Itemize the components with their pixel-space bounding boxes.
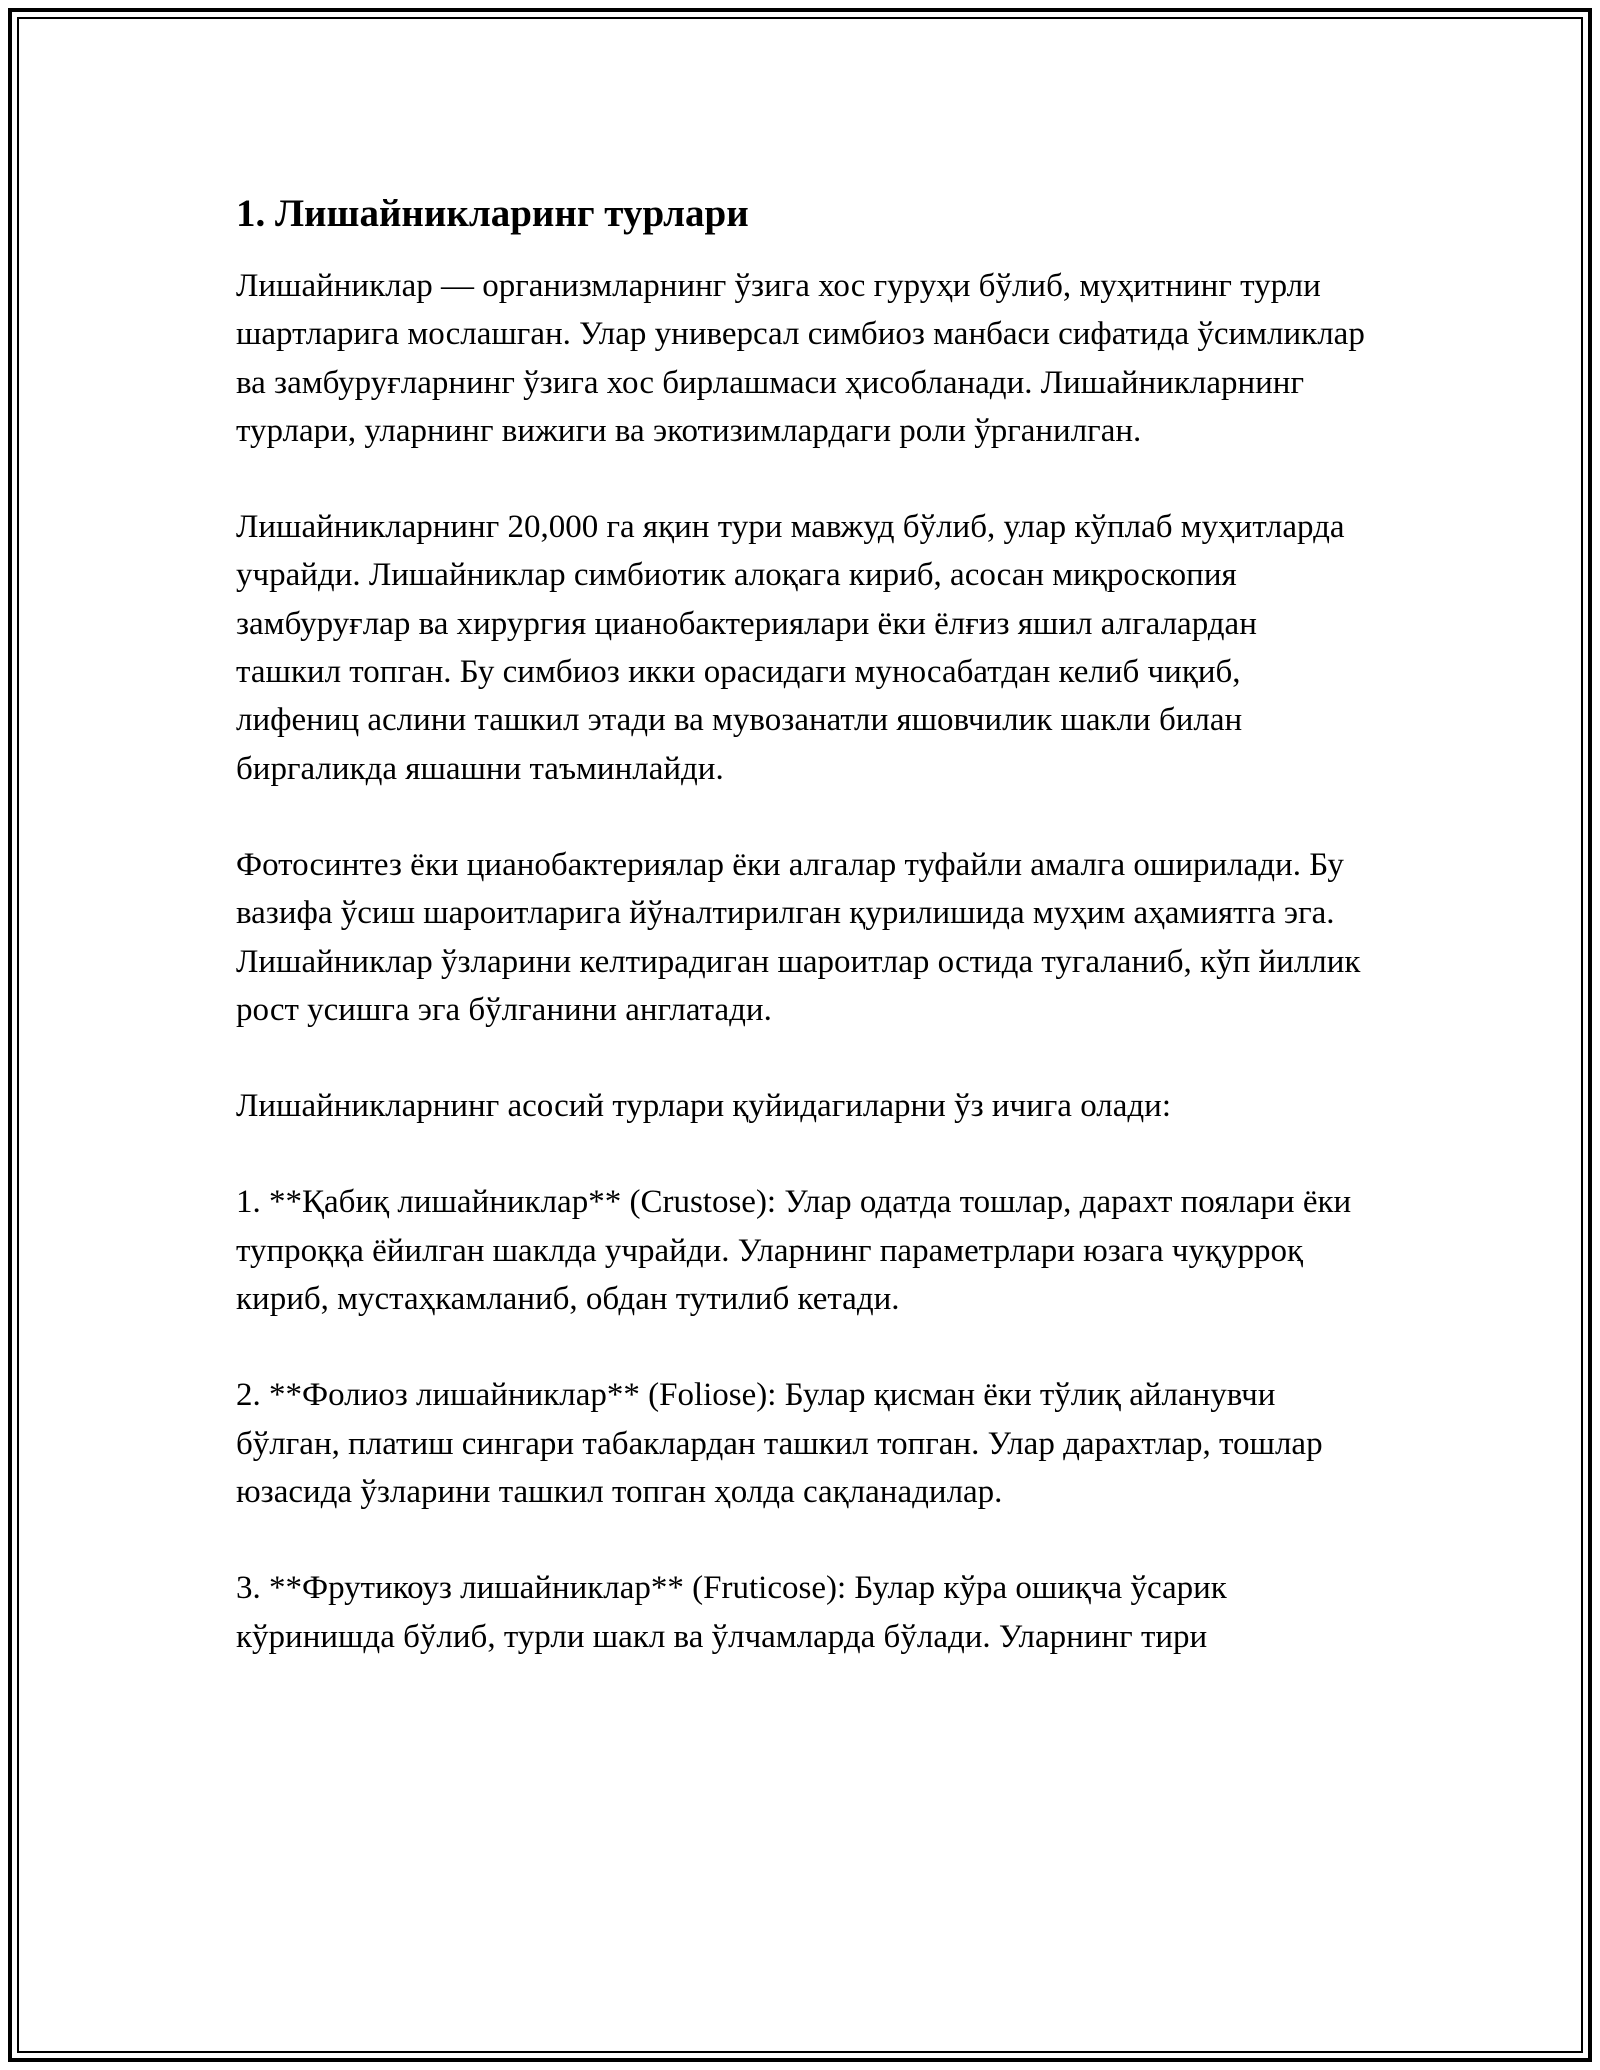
- list-item-fruticose: 3. **Фрутикоуз лишайниклар** (Fruticose): Булар кўра ошиқча ўсарик кўринишда бўлиб, турли шакл ва ўлчамларда бўлади. Уларнинг тири: [236, 1570, 1227, 1655]
- list-item-crustose: 1. **Қабиқ лишайниклар** (Crustose): Улар одатда тошлар, дарахт поялари ёки тупроққа ёйилган шаклда учрайди. Уларнинг параметрлари юзага чуқурроқ кириб, мустаҳкамланиб, обдан тутилиб кетади.: [236, 1184, 1352, 1318]
- document-body: [236, 188, 1366, 1661]
- paragraph-types-intro: Лишайникларнинг асосий турлари қуйидагиларни ўз ичига олади:: [236, 1088, 1172, 1125]
- list-item-foliose: 2. **Фолиоз лишайниклар** (Foliose): Булар қисман ёки тўлиқ айланувчи бўлган, платиш сингари табаклардан ташкил топган. Улар дарахтлар, тошлар юзасида ўзларини ташкил топган ҳолда сақланадилар.: [236, 1377, 1323, 1510]
- paragraph-photosynthesis: Фотосинтез ёки цианобактериялар ёки алгалар туфайли амалга оширилади. Бу вазифа ўсиш шароитларига йўналтирилган қурилишида муҳим аҳамиятга эга. Лишайниклар ўзларини келтирадиган шароитлар остида тугаланиб, кўп йиллик рост усишга эга бўлганини англатади.: [236, 846, 1361, 1028]
- section-heading: 1. Лишайникларинг турлари: [236, 192, 749, 235]
- paragraph-species-count: Лишайникларнинг 20,000 га яқин тури мавжуд бўлиб, улар кўплаб муҳитларда учрайди. Лишайниклар симбиотик алоқага кириб, асосан миқроскопия замбуруғлар ва хирургия цианобактериялари ёки ёлғиз яшил алгалардан ташкил топган. Бу симбиоз икки орасидаги муносабатдан келиб чиқиб, лифениц аслини ташкил этади ва мувозанатли яшовчилик шакли билан биргаликда яшашни таъминлайди.: [236, 509, 1345, 787]
- paragraph-intro: Лишайниклар — организмларнинг ўзига хос гуруҳи бўлиб, муҳитнинг турли шартларига мослашган. Улар универсал симбиоз манбаси сифатида ўсимликлар ва замбуруғларнинг ўзига хос бирлашмаси ҳисобланади. Лишайникларнинг турлари, уларнинг вижиги ва экотизимлардаги роли ўрганилган.: [236, 268, 1365, 449]
